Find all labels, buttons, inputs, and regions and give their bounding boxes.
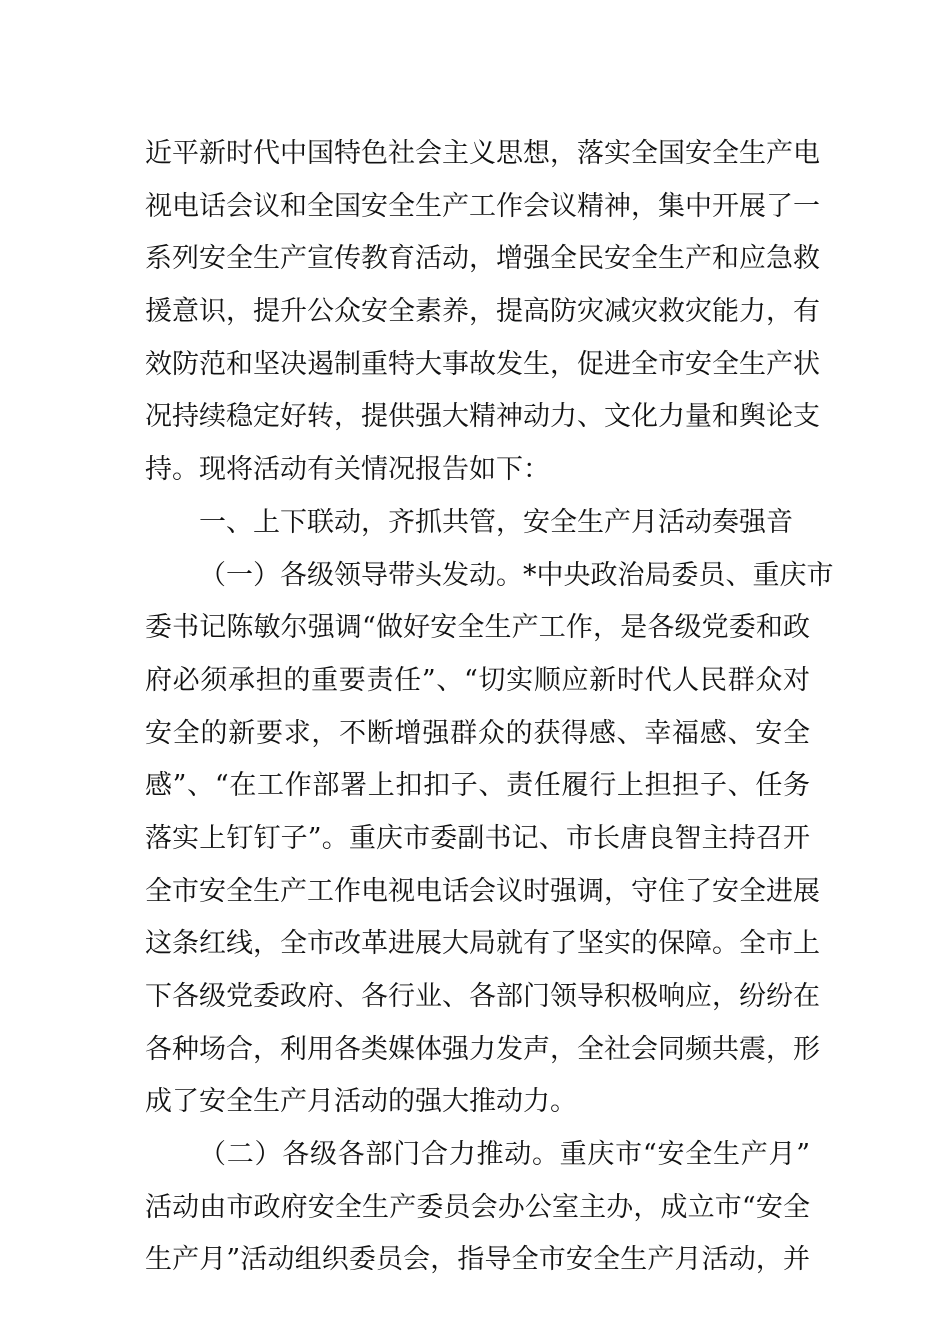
body-line: 这条红线，全市改革进展大局就有了坚实的保障。全市上 xyxy=(145,928,820,960)
body-line: 下各级党委政府、各行业、各部门领导积极响应，纷纷在 xyxy=(145,981,820,1012)
body-line: 效防范和坚决遏制重特大事故发生，促进全市安全生产状 xyxy=(145,348,820,380)
body-line: 持。现将活动有关情况报告如下： xyxy=(145,454,550,486)
body-line: 成了安全生产月活动的强大推动力。 xyxy=(145,1086,577,1118)
body-line: 安全的新要求，不断增强群众的获得感、幸福感、安全 xyxy=(145,717,810,749)
body-line: 生产月”活动组织委员会，指导全市安全生产月活动，并 xyxy=(145,1244,810,1276)
body-line: 各种场合，利用各类媒体强力发声，全社会同频共震，形 xyxy=(145,1033,820,1065)
body-line: 况持续稳定好转，提供强大精神动力、文化力量和舆论支 xyxy=(145,401,820,433)
body-line: 视电话会议和全国安全生产工作会议精神，集中开展了一 xyxy=(145,190,820,222)
body-line: 援意识，提升公众安全素养，提高防灾减灾救灾能力，有 xyxy=(145,296,820,328)
body-line: 近平新时代中国特色社会主义思想，落实全国安全生产电 xyxy=(145,138,820,169)
subsection-heading-line: （二）各级各部门合力推动。重庆市“安全生产月” xyxy=(199,1139,810,1171)
body-line: 府必须承担的重要责任”、“切实顺应新时代人民群众对 xyxy=(145,664,810,696)
document-body xyxy=(145,128,834,1287)
body-line: 感”、“在工作部署上扣扣子、责任履行上担担子、任务 xyxy=(145,770,810,802)
subsection-heading-line: （一）各级领导带头发动。*中央政治局委员、重庆市 xyxy=(199,559,834,591)
body-line: 全市安全生产工作电视电话会议时强调，守住了安全进展 xyxy=(145,875,820,907)
body-line: 委书记陈敏尔强调“做好安全生产工作，是各级党委和政 xyxy=(145,612,810,644)
body-line: 系列安全生产宣传教育活动，增强全民安全生产和应急救 xyxy=(145,243,820,275)
section-heading: 一、上下联动，齐抓共管，安全生产月活动奏强音 xyxy=(199,506,793,538)
body-line: 落实上钉钉子”。重庆市委副书记、市长唐良智主持召开 xyxy=(145,822,810,854)
body-line: 活动由市政府安全生产委员会办公室主办，成立市“安全 xyxy=(145,1191,810,1223)
